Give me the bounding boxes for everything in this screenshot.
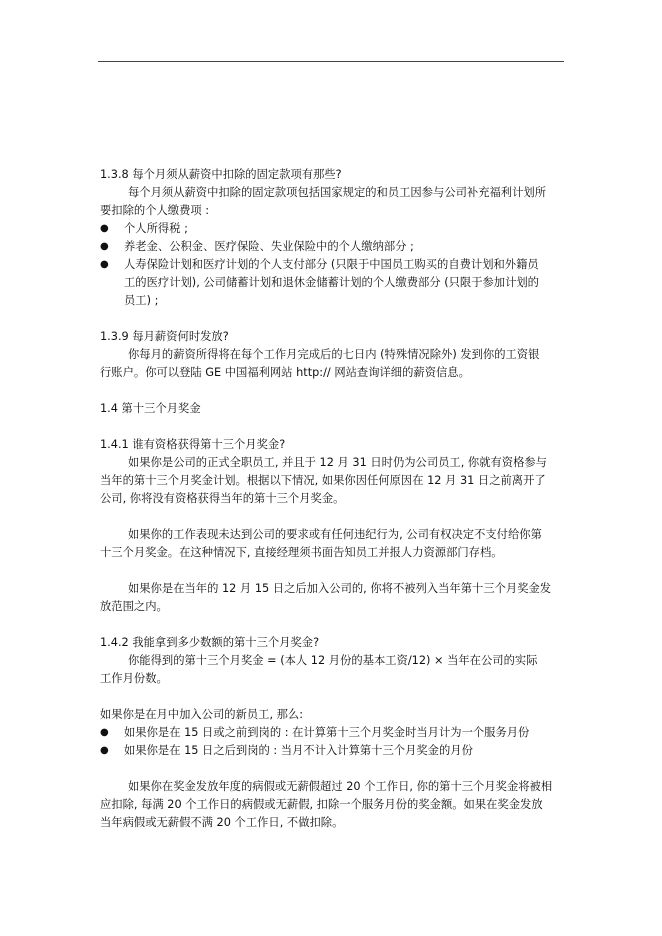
list-item-text: 人寿保险计划和医疗计划的个人支付部分 (只限于中国员工购买的自费计划和外籍员 <box>124 258 539 271</box>
list-item <box>100 220 566 238</box>
section-heading-1-4-1: 1.4.1 谁有资格获得第十三个月奖金? <box>100 438 286 451</box>
paragraph-line: 如果你的工作表现未达到公司的要求或有任何违纪行为, 公司有权决定不支付给你第 <box>128 528 542 541</box>
paragraph-line: 如果你是在当年的 12 月 15 日之后加入公司的, 你将不被列入当年第十三个月奖金发 <box>128 582 552 595</box>
bullet-icon: ● <box>100 745 109 756</box>
list-item <box>100 256 566 274</box>
paragraph-line: 工作月份数。 <box>100 672 168 685</box>
bullet-icon: ● <box>100 223 109 234</box>
bullet-icon: ● <box>100 241 109 252</box>
list-item-text: 工的医疗计划), 公司储蓄计划和退休金储蓄计划的个人缴费部分 (只限于参加计划的 <box>124 276 539 289</box>
list-item-text: 养老金、公积金、医疗保险、失业保险中的个人缴纳部分 ; <box>124 240 414 253</box>
section-heading-1-3-8: 1.3.8 每个月须从薪资中扣除的固定款项有那些? <box>100 168 342 181</box>
list-item-text: 员工) ; <box>124 294 159 307</box>
paragraph-line: 你每月的薪资所得将在每个工作月完成后的七日内 (特殊情况除外) 发到你的工资银 <box>128 348 540 361</box>
list-item <box>100 742 566 760</box>
paragraph-line: 如果你是在月中加入公司的新员工, 那么: <box>100 708 304 721</box>
section-heading-1-4: 1.4 第十三个月奖金 <box>100 402 201 415</box>
bullet-icon: ● <box>100 259 109 270</box>
list-item <box>100 238 566 256</box>
section-heading-1-4-2: 1.4.2 我能拿到多少数额的第十三个月奖金? <box>100 636 320 649</box>
list-item-text: 如果你是在 15 日之后到岗的 : 当月不计入计算第十三个月奖金的月份 <box>124 744 473 757</box>
header-rule <box>98 61 564 62</box>
list-item-text: 个人所得税 ; <box>124 222 188 235</box>
document-body <box>100 166 566 832</box>
paragraph-line: 十三个月奖金。在这种情况下, 直接经理须书面告知员工并报人力资源部门存档。 <box>100 546 503 559</box>
section-heading-1-3-9: 1.3.9 每月薪资何时发放? <box>100 330 229 343</box>
paragraph-line: 放范围之内。 <box>100 600 168 613</box>
paragraph-line: 你能得到的第十三个月奖金 = (本人 12 月份的基本工资/12) × 当年在公司的实际 <box>128 654 538 667</box>
paragraph-line: 要扣除的个人缴费项 : <box>100 204 210 217</box>
paragraph-line: 行账户。你可以登陆 GE 中国福利网站 http:// 网站查询详细的薪资信息。 <box>100 366 470 379</box>
paragraph-line: 每个月须从薪资中扣除的固定款项包括国家规定的和员工因参与公司补充福利计划所 <box>128 186 546 199</box>
paragraph-line: 公司, 你将没有资格获得当年的第十三个月奖金。 <box>100 492 345 505</box>
paragraph-line: 应扣除, 每满 20 个工作日的病假或无薪假, 扣除一个服务月份的奖金额。如果在奖金发放 <box>100 798 543 811</box>
paragraph-line: 当年的第十三个月奖金计划。根据以下情况, 如果你因任何原因在 12 月 31 日之前离开了 <box>100 474 546 487</box>
list-item <box>100 724 566 742</box>
paragraph-line: 如果你是公司的正式全职员工, 并且于 12 月 31 日时仍为公司员工, 你就有资格参与 <box>128 456 547 469</box>
paragraph-line: 如果你在奖金发放年度的病假或无薪假超过 20 个工作日, 你的第十三个月奖金将被相 <box>128 780 553 793</box>
bullet-icon: ● <box>100 727 109 738</box>
paragraph-line: 当年病假或无薪假不满 20 个工作日, 不做扣除。 <box>100 816 344 829</box>
list-item-text: 如果你是在 15 日或之前到岗的 : 在计算第十三个月奖金时当月计为一个服务月份 <box>124 726 530 739</box>
